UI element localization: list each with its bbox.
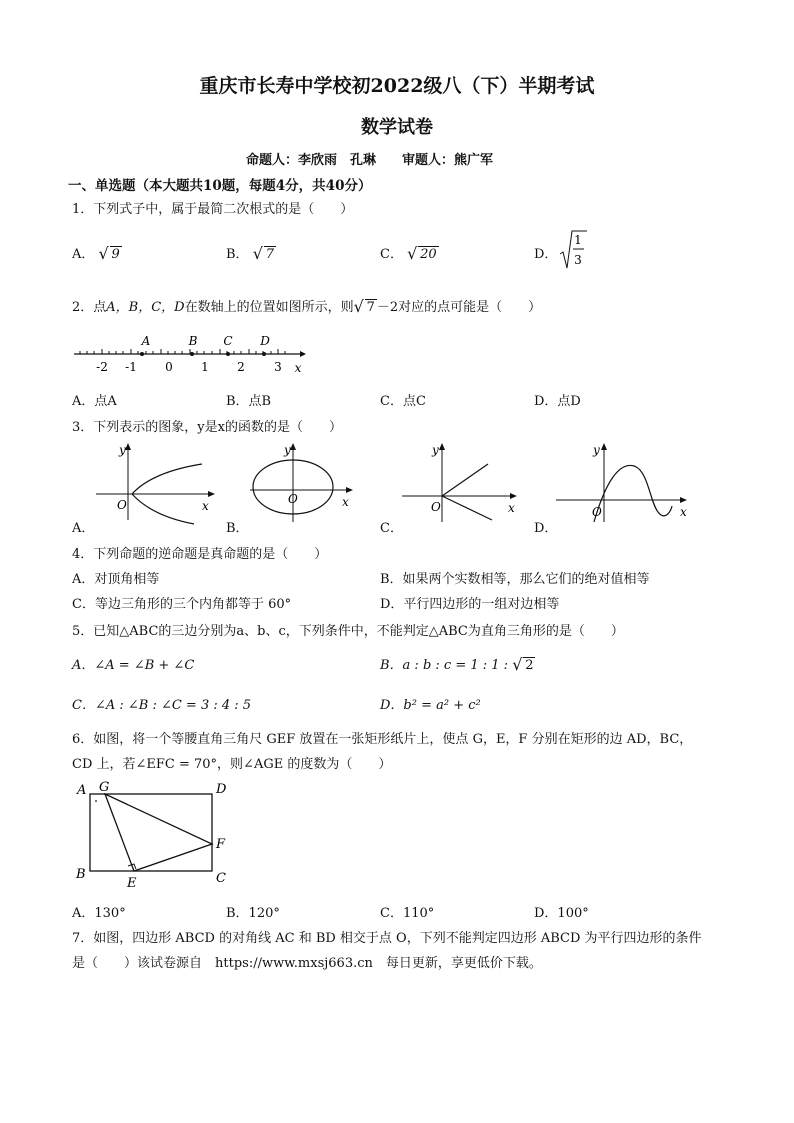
tick-label: 2 xyxy=(237,360,245,374)
option-6d: D．100° xyxy=(534,906,589,921)
option-letter: D． xyxy=(534,247,558,262)
tick-label: 0 xyxy=(165,360,173,374)
point-c-dot xyxy=(226,352,230,356)
option-letter: C． xyxy=(380,247,403,262)
question-7-stem-line1: 7．如图，四边形 ABCD 的对角线 AC 和 BD 相交于点 O，下列不能判定四边形 ABCD 为平行四边形的条件 xyxy=(72,931,702,946)
tick-label: -2 xyxy=(96,360,108,374)
option-6c: C．110° xyxy=(380,906,435,921)
stem-text: 在数轴上的位置如图所示，则 xyxy=(184,300,354,315)
stem-text: －2对应的点可能是（ ） xyxy=(376,300,542,315)
option-1a xyxy=(72,243,122,262)
section-heading: 一、单选题（本大题共10题，每题4分，共40分） xyxy=(68,178,372,194)
radical-icon: √ xyxy=(353,297,364,316)
option-2c: C．点C xyxy=(380,394,426,409)
option-1b xyxy=(226,243,276,262)
y-axis-label: y xyxy=(284,443,291,457)
point-b-dot xyxy=(190,352,194,356)
label-b: B xyxy=(76,867,86,882)
rectangle-figure xyxy=(72,776,242,892)
label-f: F xyxy=(216,837,226,852)
radical-icon: √ xyxy=(407,244,418,263)
exam-subtitle: 数学试卷 xyxy=(361,117,433,138)
point-d-label: D xyxy=(260,334,270,348)
option-1d xyxy=(534,243,557,262)
option-4b: B．如果两个实数相等，那么它们的绝对值相等 xyxy=(380,572,650,587)
question-7-stem-line2: 是（ ）该试卷源自 https://www.mxsj663.cn 每日更新，享更低价下载。 xyxy=(72,956,542,971)
point-c-label: C xyxy=(223,334,233,348)
point-a-dot xyxy=(140,352,144,356)
radical-icon: √ xyxy=(98,244,109,263)
option-2b: B．点B xyxy=(226,394,272,409)
point-a-label: A xyxy=(141,334,151,348)
option-4c: C．等边三角形的三个内角都等于 60° xyxy=(72,597,292,612)
number-line-figure xyxy=(70,332,310,376)
fraction-denominator: 3 xyxy=(574,253,582,267)
option-1c xyxy=(380,243,439,262)
option-letter: A． xyxy=(72,247,95,262)
label-e: E xyxy=(127,876,137,891)
graph-a xyxy=(92,440,222,526)
tick-label: 1 xyxy=(201,360,209,374)
graph-c xyxy=(400,440,524,526)
option-5b xyxy=(380,654,535,673)
radicand: 20 xyxy=(420,247,437,262)
question-4-stem: 4．下列命题的逆命题是真命题的是（ ） xyxy=(72,547,328,562)
option-3b: B． xyxy=(226,521,249,536)
y-axis-label: y xyxy=(432,443,439,457)
origin-label: O xyxy=(592,505,602,519)
option-4d: D．平行四边形的一组对边相等 xyxy=(380,597,560,612)
option-5c: C．∠A : ∠B : ∠C = 3 : 4 : 5 xyxy=(72,698,252,713)
option-text: B．a : b : c = 1 : 1 : xyxy=(380,658,513,673)
x-axis-label: x xyxy=(342,495,349,509)
point-d-dot xyxy=(262,352,266,356)
graph-b xyxy=(248,440,358,526)
label-g: G xyxy=(99,780,110,795)
option-5a: A．∠A = ∠B + ∠C xyxy=(72,658,195,673)
axis-label: x xyxy=(294,361,302,375)
option-2a: A．点A xyxy=(72,394,117,409)
graph-d xyxy=(554,440,694,526)
question-3-stem: 3．下列表示的图象，y是x的函数的是（ ） xyxy=(72,420,342,435)
option-5d: D．b² = a² + c² xyxy=(380,698,481,713)
option-3a: A． xyxy=(72,521,95,536)
radicand: 9 xyxy=(111,247,120,262)
question-2-stem xyxy=(72,296,541,315)
option-4a: A．对顶角相等 xyxy=(72,572,160,587)
label-c: C xyxy=(216,871,226,886)
x-axis-label: x xyxy=(680,505,687,519)
option-letter: B． xyxy=(226,247,249,262)
exam-title: 重庆市长寿中学校初2022级八（下）半期考试 xyxy=(199,75,595,97)
option-3c: C． xyxy=(380,521,403,536)
stem-text: 2．点 xyxy=(72,300,107,315)
option-6a: A．130° xyxy=(72,906,126,921)
radical-icon: √ xyxy=(512,655,523,674)
radicand: 2 xyxy=(525,658,534,673)
tick-label: 3 xyxy=(274,360,282,374)
y-axis-label: y xyxy=(593,443,600,457)
point-b-label: B xyxy=(188,334,198,348)
origin-label: O xyxy=(431,500,441,514)
tick-label: -1 xyxy=(125,360,137,374)
origin-label: O xyxy=(288,492,298,506)
y-axis-label: y xyxy=(119,443,126,457)
label-a: A xyxy=(77,783,87,798)
radical-icon: √ xyxy=(252,244,263,263)
stem-points: A，B，C，D xyxy=(106,300,185,315)
option-2d: D．点D xyxy=(534,394,581,409)
label-d: D xyxy=(216,782,227,797)
option-6b: B．120° xyxy=(226,906,280,921)
radicand: 7 xyxy=(265,247,274,262)
x-axis-label: x xyxy=(508,501,515,515)
option-3d: D． xyxy=(534,521,558,536)
question-6-stem-line1: 6．如图，将一个等腰直角三角尺 GEF 放置在一张矩形纸片上，使点 G，E，F 分别在矩形的边 AD，BC， xyxy=(72,732,693,747)
sqrt-fraction-icon xyxy=(558,228,588,272)
authors-line: 命题人：李欣雨 孔琳 审题人：熊广军 xyxy=(246,153,494,168)
fraction-numerator: 1 xyxy=(574,233,582,247)
question-1-stem: 1．下列式子中，属于最简二次根式的是（ ） xyxy=(72,202,354,217)
question-5-stem: 5．已知△ABC的三边分别为a、b、c，下列条件中，不能判定△ABC为直角三角形的是（ ） xyxy=(72,624,624,639)
question-6-stem-line2: CD 上，若∠EFC = 70°，则∠AGE 的度数为（ ） xyxy=(72,757,392,772)
x-axis-label: x xyxy=(202,499,209,513)
radicand: 7 xyxy=(366,300,375,315)
origin-label: O xyxy=(117,498,127,512)
